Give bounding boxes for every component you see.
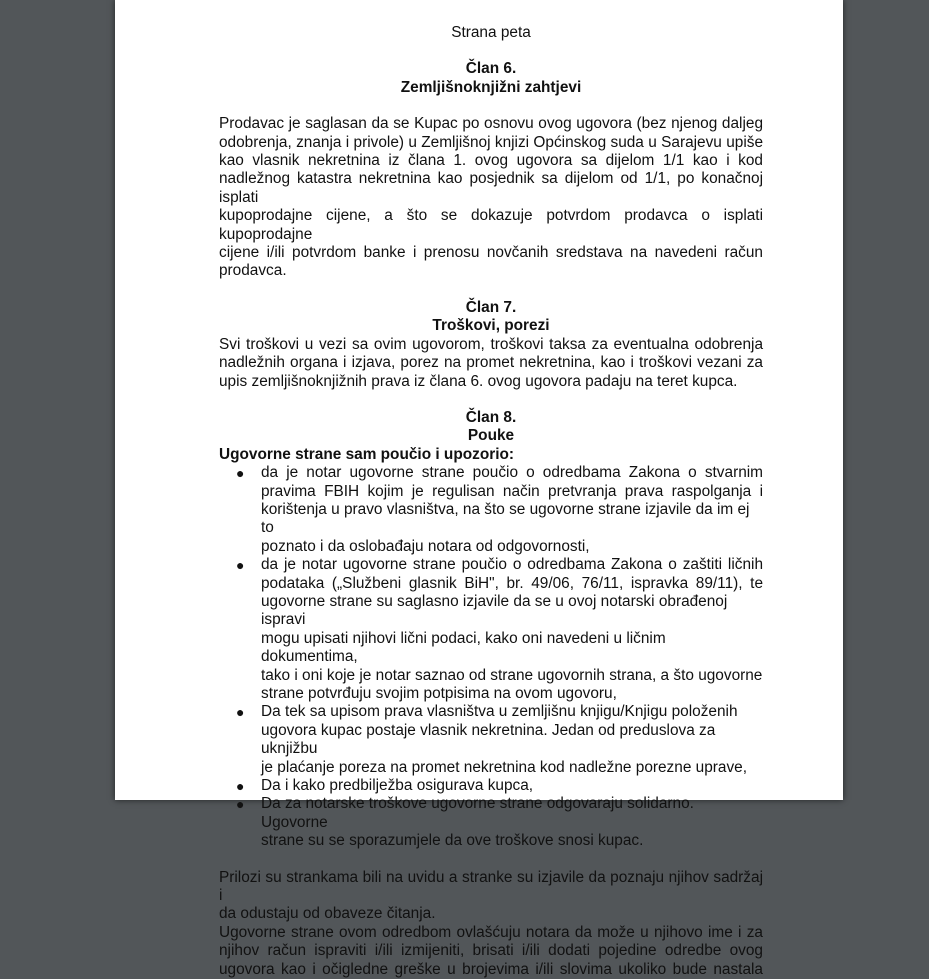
text-line: Prodavac je saglasan da se Kupac po osnovu ovog ugovora (bez njenog daljeg <box>219 115 763 133</box>
text-line: njihov račun ispraviti i/ili izmijeniti, brisati i/ili dodati pojedine odredbe ovog <box>219 942 763 960</box>
text-line: ugovora kao i očigledne greške u brojevima i/ili slovima ukoliko bude nastala <box>219 960 763 978</box>
text-line: Da za notarske troškove ugovorne strane odgovaraju solidarno. Ugovorne <box>261 795 694 831</box>
text-line: podataka („Službeni glasnik BiH", br. 49/06, 76/11, ispravka 89/11), te <box>261 574 763 592</box>
article-7-title: Troškovi, porezi <box>432 317 550 335</box>
list-item <box>219 777 763 795</box>
text-line: Ugovorne strane ovom odredbom ovlašćuju notara da može u njihovo ime i za <box>219 923 763 941</box>
text-line: Da tek sa upisom prava vlasništva u zemljišnu knjigu/Knjigu položenih <box>261 703 738 721</box>
text-line: strane su se sporazumjele da ove troškove snosi kupac. <box>261 832 644 850</box>
text-line: korištenja u pravo vlasništva, na što se ugovorne strane izjavile da im ej to <box>261 500 750 537</box>
text-line: strane potvrđuju svojim potpisima na ovom ugovoru, <box>261 685 617 702</box>
article-8-subheading: Ugovorne strane sam poučio i upozorio: <box>219 445 515 463</box>
bullet-icon: ● <box>236 704 245 721</box>
bullet-icon: ● <box>236 796 245 813</box>
article-8-number: Član 8. <box>465 408 517 426</box>
text-line: kao vlasnik nekretnina iz člana 1. ovog ugovora sa dijelom 1/1 kao i kod <box>219 152 763 170</box>
text-line: Svi troškovi u vezi sa ovim ugovorom, troškovi taksa za eventualna odobrenja <box>219 335 763 353</box>
article-6-number: Član 6. <box>465 60 517 78</box>
text-line: Prilozi su strankama bili na uvidu a stranke su izjavile da poznaju njihov sadržaj i <box>219 868 763 905</box>
text-line: da je notar ugovorne strane poučio o odredbama Zakona o stvarnim <box>261 464 763 482</box>
text-line: nadležnih organa i izjava, porez na promet nekretnina, kao i troškovi vezani za <box>219 354 763 372</box>
list-item <box>219 556 763 703</box>
text-line: da je notar ugovorne strane poučio o odredbama Zakona o zaštiti ličnih <box>261 556 763 574</box>
text-line: poznato i da oslobađaju notara od odgovornosti, <box>261 537 590 555</box>
text-line: Da i kako predbilježba osigurava kupca, <box>261 777 534 795</box>
text-line: tako i oni koje je notar saznao od strane ugovornih strana, a što ugovorne <box>261 666 763 684</box>
article-6-title: Zemljišnoknjižni zahtjevi <box>400 78 582 96</box>
text-line: ugovorne strane su saglasno izjavile da se u ovoj notarski obrađenoj ispravi <box>261 592 728 629</box>
text-line: da odustaju od obaveze čitanja. <box>219 905 436 923</box>
text-line: nadležnog katastra nekretnina kao posjednik sa dijelom od 1/1, po konačnoj isplati <box>219 170 763 206</box>
article-7-number: Član 7. <box>465 298 517 316</box>
text-line: upis zemljišnoknjižnih prava iz člana 6. ovog ugovora padaju na teret kupca. <box>219 372 738 390</box>
document-page <box>115 0 843 978</box>
text-line: mogu upisati njihovi lični podaci, kako oni navedeni u ličnim dokumentima, <box>261 629 666 666</box>
list-item <box>219 795 763 850</box>
text-line: ugovora kupac postaje vlasnik nekretnina. Jedan od preduslova za uknjižbu <box>261 721 716 758</box>
text-line: odobrenja, znanja i privole) u Zemljišnoj knjizi Općinskog suda u Sarajevu upiše <box>219 133 763 151</box>
text-line: cijene i/ili potvrdom banke i prenosu novčanih sredstava na navedeni račun <box>219 244 763 262</box>
closing-paragraph-authorization <box>219 924 763 979</box>
page-content <box>219 24 763 979</box>
article-7-paragraph <box>219 336 763 391</box>
page-heading: Strana peta <box>451 24 531 41</box>
bullet-icon: ● <box>236 465 245 482</box>
list-item <box>219 464 763 556</box>
list-item <box>219 703 763 777</box>
text-line: prodavca. <box>219 262 287 280</box>
closing-paragraph-attachments <box>219 869 763 924</box>
text-line: pravima FBIH kojim je regulisan način pretvranja prava raspolganja i <box>261 482 763 500</box>
bullet-icon: ● <box>236 778 245 795</box>
article-8-title: Pouke <box>467 427 515 445</box>
text-line: je plaćanje poreza na promet nekretnina kod nadležne porezne uprave, <box>261 758 747 776</box>
text-line: kupoprodajne cijene, a što se dokazuje potvrdom prodavca o isplati kupoprodajne <box>219 207 763 243</box>
advice-list <box>219 464 763 851</box>
bullet-icon: ● <box>236 557 245 574</box>
article-6-paragraph <box>219 115 763 281</box>
